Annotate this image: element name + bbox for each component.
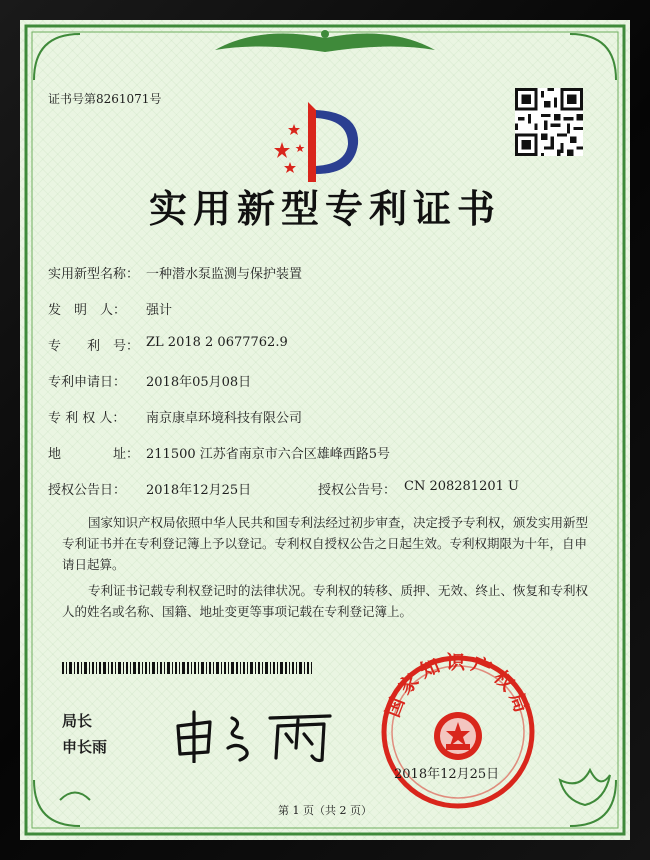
- inventor-value: 强计: [146, 303, 173, 318]
- svg-text:国家知识产权局: 国家知识产权局: [381, 652, 535, 721]
- grant-date-label: 授权公告日：: [48, 483, 127, 498]
- certificate-number: 证书号第8261071号: [48, 92, 162, 106]
- filing-date-value: 2018年05月08日: [146, 375, 252, 390]
- barcode-icon: [62, 662, 312, 674]
- utility-model-name-label: 实用新型名称：: [48, 267, 140, 282]
- cnipa-logo-icon: [260, 82, 370, 192]
- grant-number-label: 授权公告号：: [318, 483, 397, 498]
- patent-number-label: 专 利 号：: [48, 339, 140, 354]
- grant-statement-paragraph: 国家知识产权局依照中华人民共和国专利法经过初步审查，决定授予专利权，颁发实用新型专利证书并在专利登记簿上予以登记。专利权自授权公告之日起生效。专利权期限为十年，自申请日起算。: [62, 515, 589, 572]
- address-value: 211500 江苏省南京市六合区雄峰西路5号: [146, 447, 391, 462]
- grant-date-value: 2018年12月25日: [146, 483, 252, 498]
- certificate-paper: [20, 20, 630, 840]
- director-title: 局长: [62, 712, 93, 730]
- filing-date-label: 专利申请日：: [48, 375, 127, 390]
- inventor-label: 发 明 人：: [48, 303, 127, 318]
- director-name: 申长雨: [62, 738, 108, 756]
- page-number: 第 1 页（共 2 页）: [278, 804, 372, 817]
- certificate-title: 实用新型专利证书: [148, 186, 501, 231]
- legal-status-paragraph: 专利证书记载专利权登记时的法律状况。专利权的转移、质押、无效、终止、恢复和专利权人的姓名或名称、国籍、地址变更等事项记载在专利登记簿上。: [62, 583, 589, 619]
- utility-model-name-value: 一种潜水泵监测与保护装置: [146, 267, 303, 282]
- seal-date: 2018年12月25日: [394, 767, 500, 782]
- patent-number-value: ZL 2018 2 0677762.9: [146, 335, 288, 350]
- grant-number-value: CN 208281201 U: [404, 479, 519, 494]
- patentee-value: 南京康卓环境科技有限公司: [146, 411, 303, 426]
- patentee-label: 专 利 权 人：: [48, 411, 126, 426]
- address-label: 地 址：: [48, 447, 140, 462]
- official-seal: [378, 652, 538, 812]
- qr-code-icon: [515, 88, 583, 156]
- director-signature: [170, 708, 340, 763]
